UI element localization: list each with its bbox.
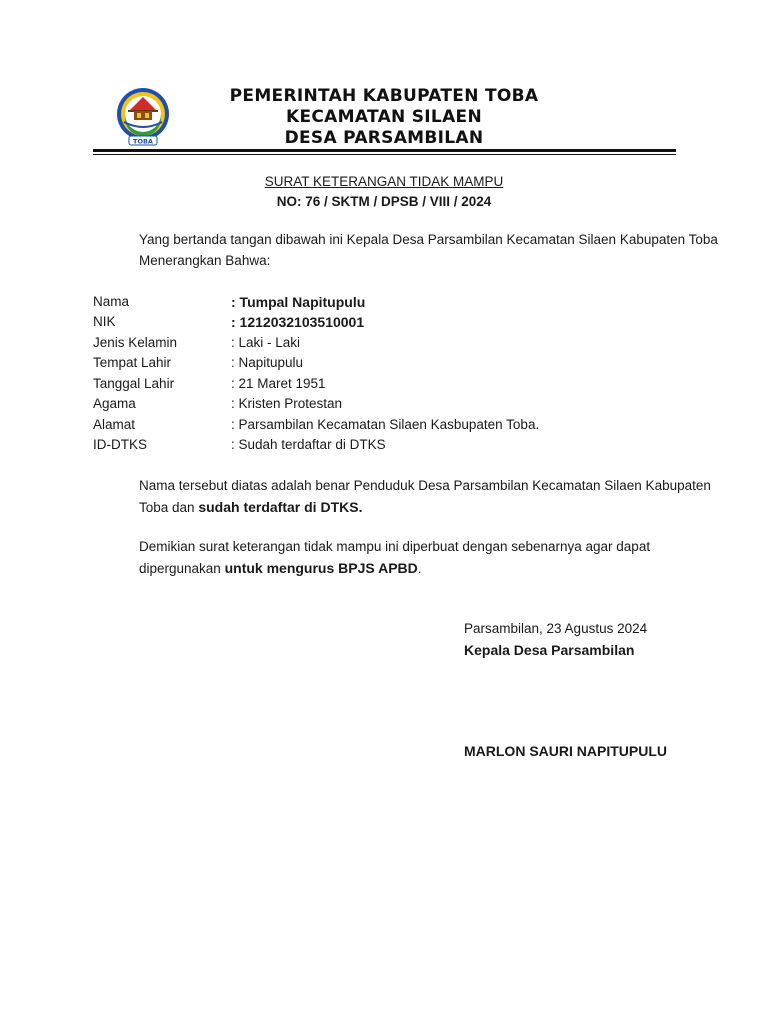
closing-text: Demikian surat keterangan tidak mampu ini diperbuat dengan sebenarnya agar dapat dipergunakan xyxy=(139,539,651,576)
identity-label: Tanggal Lahir xyxy=(93,376,175,391)
emblem-text: TOBA xyxy=(133,137,153,146)
letter-number: NO: 76 / SKTM / DPSB / VIII / 2024 xyxy=(276,194,492,209)
identity-label: Tempat Lahir xyxy=(93,355,172,370)
letterhead-divider-thick xyxy=(93,149,676,152)
closing-end: . xyxy=(417,560,422,576)
letterhead-divider-thin xyxy=(93,154,676,155)
letterhead-village: DESA PARSAMBILAN xyxy=(284,128,484,148)
intro-paragraph xyxy=(93,230,729,271)
identity-value: : Laki - Laki xyxy=(231,335,301,350)
statement-text: Nama tersebut diatas adalah benar Penduduk Desa Parsambilan Kecamatan Silaen Kabupaten Toba dan xyxy=(139,478,711,515)
letterhead xyxy=(160,86,608,149)
statement-emphasis: sudah terdaftar di DTKS. xyxy=(198,498,363,515)
identity-label: Jenis Kelamin xyxy=(93,335,178,350)
identity-label: Alamat xyxy=(93,417,136,432)
signature-name: MARLON SAURI NAPITUPULU xyxy=(464,743,667,759)
identity-value: : 1212032103510001 xyxy=(231,314,365,330)
identity-label: NIK xyxy=(93,314,116,329)
identity-label: ID-DTKS xyxy=(93,437,147,452)
letter-title: SURAT KETERANGAN TIDAK MAMPU xyxy=(264,174,504,189)
identity-value: : Sudah terdaftar di DTKS xyxy=(231,437,386,452)
identity-label: Agama xyxy=(93,396,136,411)
identity-label: Nama xyxy=(93,294,130,309)
signature-place-date: Parsambilan, 23 Agustus 2024 xyxy=(464,621,648,636)
signature-position: Kepala Desa Parsambilan xyxy=(464,642,635,658)
identity-value: : Kristen Protestan xyxy=(231,396,343,411)
identity-value: : Tumpal Napitupulu xyxy=(231,294,366,310)
closing-paragraph xyxy=(93,537,729,579)
intro-text: Yang bertanda tangan dibawah ini Kepala Desa Parsambilan Kecamatan Silaen Kabupaten Toba Menerangkan Bahwa: xyxy=(139,232,718,268)
closing-emphasis: untuk mengurus BPJS APBD xyxy=(224,559,418,576)
identity-value: : Parsambilan Kecamatan Silaen Kasbupaten Toba. xyxy=(231,417,540,432)
letterhead-regency: PEMERINTAH KABUPATEN TOBA xyxy=(229,86,539,106)
identity-value: : 21 Maret 1951 xyxy=(231,376,326,391)
identity-value: : Napitupulu xyxy=(231,355,304,370)
letterhead-district: KECAMATAN SILAEN xyxy=(286,107,482,127)
statement-paragraph xyxy=(93,476,729,518)
